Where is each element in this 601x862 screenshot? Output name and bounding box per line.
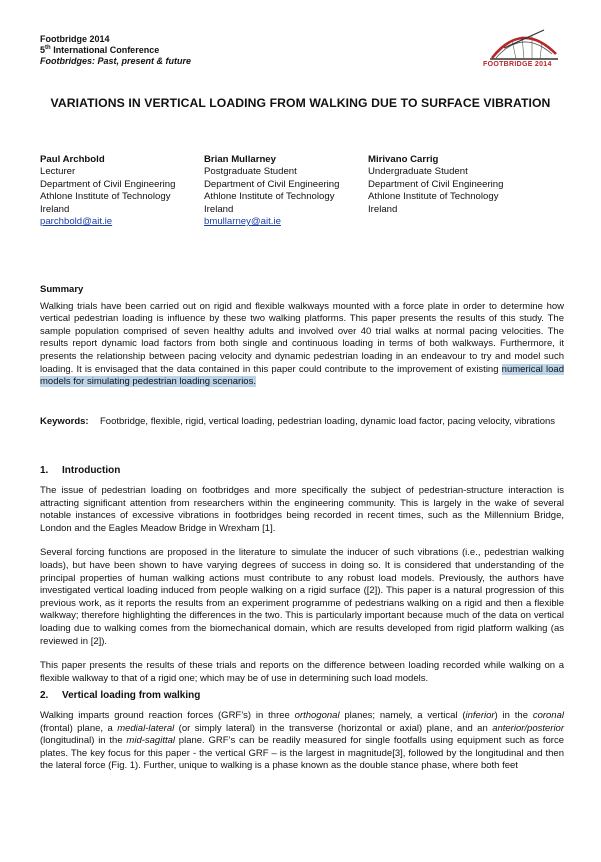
author-country: Ireland [204, 203, 234, 215]
conference-name: Footbridge 2014 [40, 34, 110, 44]
author-dept: Department of Civil Engineering [368, 178, 504, 190]
highlighted-text[interactable]: numerical load models for simulating pedestrian loading scenarios. [40, 363, 564, 388]
author-inst: Athlone Institute of Technology [204, 191, 335, 203]
logo-text: FOOTBRIDGE 2014 [483, 61, 552, 68]
author-dept: Department of Civil Engineering [40, 178, 176, 190]
author-dept: Department of Civil Engineering [204, 178, 340, 190]
section-2-body [40, 710, 564, 773]
author-email-link[interactable]: bmullarney@ait.ie [204, 216, 281, 228]
author-2 [204, 154, 339, 228]
paragraph: This paper presents the results of these trials and reports on the difference between loading recorded while walking on a flexible walkway to that of a rigid one; which may be of use in determining such load models. [40, 660, 564, 684]
author-role: Undergraduate Student [368, 166, 468, 178]
conference-theme: Footbridges: Past, present & future [40, 56, 192, 66]
author-1 [40, 154, 175, 228]
section-1-heading: 1. Introduction [40, 465, 121, 476]
paragraph: Walking imparts ground reaction forces (GRF’s) in three orthogonal planes; namely, a vertical (inferior) in the coronal (frontal) plane, a medial-lateral (or simply lateral) in the transverse (horizontal or axial) plane, and an anterior/posterior (longitudinal) in the mid-sagittal plane. GRF’s can be readily measured for single footfalls using equipment such as force plates. The key focus for this paper - the vertical GRF – is the largest in magnitude[3], followed by the longitudinal and then the lateral force (Fig. 1). Further, unique to walking is a phase known as the double stance phase, where both feet [40, 710, 564, 772]
author-inst: Athlone Institute of Technology [368, 191, 499, 203]
author-country: Ireland [40, 203, 70, 215]
summary-heading: Summary [40, 284, 84, 295]
author-country: Ireland [368, 203, 398, 215]
author-3 [368, 154, 503, 216]
author-inst: Athlone Institute of Technology [40, 191, 171, 203]
author-name: Brian Mullarney [204, 154, 276, 165]
section-2-heading: 2. Vertical loading from walking [40, 690, 201, 701]
paragraph: Several forcing functions are proposed in the literature to simulate the inducer of such vibrations (i.e., pedestrian walking loads), but have been shown to have varying degrees of success in doing so. It is considered that understanding of the principal properties of human walking actions must contribute to any robust load models. Previously, the authors have investigated vertical loading induced from people walking on a rigid surface ([2]). This paper is a natural progression of this previous work, as it reports the results from an experiment programme of pedestrians walking on a rigid and then a flexible walkway; therefore highlighting the differences in the two. This is particularly important because much of the data on vertical loading due to walking comes from the biomechanical domain, which are results developed from rigid platform walking (as reviewed in [2]). [40, 547, 564, 647]
paragraph: The issue of pedestrian loading on footbridges and more specifically the subject of pedestrian-structure interaction is attracting significant attention from researchers within the engineering community. This is largely in the wake of several notable instances of excessive vibrations in footbridges being recorded in recent times, such as the Millennium Bridge, London and the Eagles Meadow Bridge in Wrexham [1]. [40, 485, 564, 534]
keywords-label: Keywords: [40, 416, 89, 427]
author-role: Lecturer [40, 166, 76, 178]
author-name: Mirivano Carrig [368, 154, 439, 165]
author-name: Paul Archbold [40, 154, 105, 165]
paper-title: VARIATIONS IN VERTICAL LOADING FROM WALKING DUE TO SURFACE VIBRATION [50, 96, 551, 110]
summary-section [40, 284, 564, 389]
section-1-body [40, 485, 564, 685]
summary-text: Walking trials have been carried out on rigid and flexible walkways mounted with a force plate in order to determine how vertical pedestrian loading is influence by these two walking platforms. This paper presents the results of this study. The sample population comprised of seven healthy adults and involved over 40 trial walks at normal pacing velocities. The results report dynamic load factors from both single and continuous loading in terms of both walkways. Furthermore, it presents the relationship between pacing velocity and dynamic pedestrian loading in an endeavour to try and model such loading. It is envisaged that the data contained in this paper could contribute to the improvement of existing numerical load models for simulating pedestrian loading scenarios. [40, 300, 564, 388]
author-role: Postgraduate Student [204, 166, 297, 178]
author-email-link[interactable]: parchbold@ait.ie [40, 216, 113, 228]
keywords-text: Footbridge, flexible, rigid, vertical loading, pedestrian loading, dynamic load factor, pacing velocity, vibrations [100, 416, 556, 427]
conference-edition: 5th International Conference [40, 45, 160, 55]
conference-header [40, 34, 191, 67]
